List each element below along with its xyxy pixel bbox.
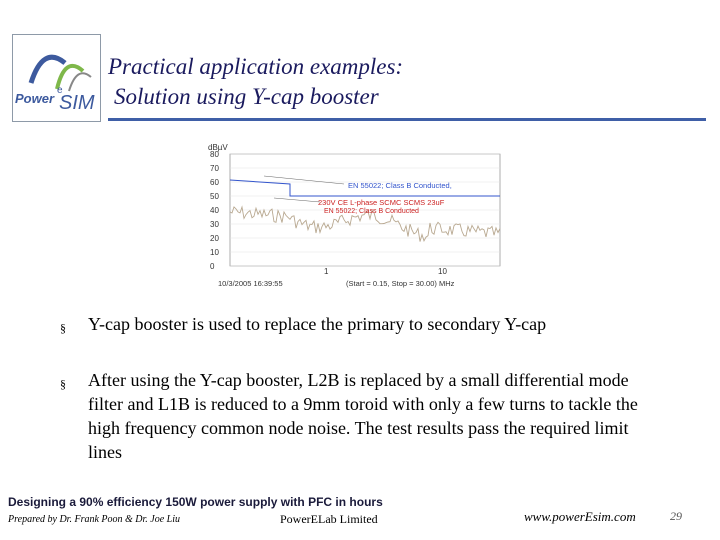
y-tick-label: 40 (210, 206, 219, 215)
x-tick-label-10: 10 (438, 267, 447, 276)
legend-entry-3: EN 55022; Class B Conducted (324, 208, 419, 215)
footer-authors: Prepared by Dr. Frank Poon & Dr. Joe Liu (8, 514, 181, 525)
y-tick-label: 50 (210, 192, 219, 201)
logo-swoosh-gray (69, 73, 91, 91)
x-tick-label-1: 1 (324, 267, 329, 276)
powersim-logo (12, 34, 101, 122)
legend-entry-1: EN 55022; Class B Conducted, (348, 181, 452, 190)
bullet-text: After using the Y-cap booster, L2B is replaced by a small differential mode filter and L1B is reduced to a 9mm toroid with only a few turns to tackle the high frequency common node noise. The test results pass the required limit lines (88, 370, 638, 462)
y-tick-label: 80 (210, 150, 219, 159)
footer-org: PowerELab Limited (280, 512, 378, 526)
bullet-2 (60, 368, 660, 464)
chart-unit-label: dBµV (208, 143, 228, 152)
title-underline (108, 118, 706, 121)
y-tick-label: 70 (210, 164, 219, 173)
title-line-1: Practical application examples: (108, 54, 404, 79)
emi-chart (196, 142, 506, 292)
bullet-1 (60, 312, 660, 340)
y-tick-label: 30 (210, 220, 219, 229)
y-tick-labels (210, 150, 219, 271)
bullet-marker: § (60, 377, 66, 391)
footer-title: Designing a 90% efficiency 150W power supply with PFC in hours (8, 495, 383, 509)
logo-sim-text: SIM (59, 92, 95, 114)
logo-power-text: Power (15, 91, 55, 106)
chart-timestamp: 10/3/2005 16:39:55 (218, 279, 283, 288)
page-number: 29 (670, 509, 682, 523)
footer-url: www.powerEsim.com (524, 509, 636, 524)
y-tick-label: 60 (210, 178, 219, 187)
y-tick-label: 20 (210, 234, 219, 243)
logo-graphic (13, 35, 100, 121)
bullet-marker: § (60, 321, 66, 335)
title-line-2: Solution using Y-cap booster (114, 84, 379, 109)
legend-entry-2: 230V CE L-phase SCMC SCMS 23uF (318, 198, 445, 207)
bullet-text: Y-cap booster is used to replace the primary to secondary Y-cap (88, 314, 547, 334)
slide-title (108, 52, 708, 112)
emi-chart-svg (196, 142, 506, 292)
y-tick-label: 0 (210, 262, 215, 271)
chart-range: (Start = 0.15, Stop = 30.00) MHz (346, 279, 455, 288)
logo-sup-text: e (57, 85, 63, 96)
y-tick-label: 10 (210, 248, 219, 257)
